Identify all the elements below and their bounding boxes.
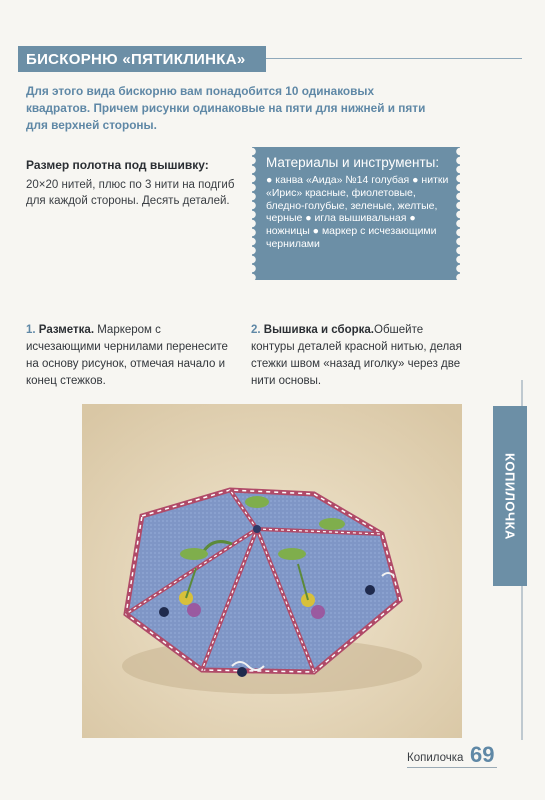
section-title: БИСКОРНЮ «ПЯТИКЛИНКА» xyxy=(26,50,246,68)
biscornu-photo xyxy=(82,404,462,738)
section-heading xyxy=(18,46,266,72)
materials-text: ● канва «Аида» №14 голубая ● нитки «Ирис» красные, фиолетовые, бледно-голубые, зеленые, желтые, черные ● игла вышивальная ● ножницы ● маркер с исчезающими чернилами xyxy=(266,174,449,250)
biscornu-photo-svg xyxy=(82,404,462,738)
step-1-lead: Разметка. xyxy=(38,324,95,336)
step-2 xyxy=(251,322,469,390)
step-2-text: Обшейте контуры деталей красной нитью, делая стежки швом «назад иголку» через две нити основы. xyxy=(251,324,462,387)
step-1 xyxy=(26,322,238,390)
materials-box xyxy=(252,147,460,280)
step-2-number: 2. xyxy=(251,324,261,336)
section-side-tab xyxy=(493,406,527,586)
step-1-number: 1. xyxy=(26,324,36,336)
side-tab-label: КОПИЛОЧКА xyxy=(502,452,518,540)
footer-divider xyxy=(407,767,497,768)
page-number: 69 xyxy=(470,742,495,767)
step-2-lead: Вышивка и сборка. xyxy=(263,324,375,336)
canvas-size-text: 20×20 нитей, плюс по 3 нити на подгиб для каждой стороны. Десять деталей. xyxy=(26,179,235,207)
footer-label: Копилочка xyxy=(407,752,464,764)
intro-paragraph: Для этого вида бискорню вам понадобится 10 одинаковых квадратов. Причем рисунки одинаковые на пяти для нижней и пяти для верхней стороны. xyxy=(26,84,426,132)
heading-divider xyxy=(266,58,522,59)
step-1-text: Маркером с исчезающими чернилами перенесите на основу рисунок, отмечая начало и конец стежков. xyxy=(26,324,228,387)
canvas-size-title: Размер полотна под вышивку: xyxy=(26,158,209,172)
materials-title: Материалы и инструменты: xyxy=(266,155,440,170)
